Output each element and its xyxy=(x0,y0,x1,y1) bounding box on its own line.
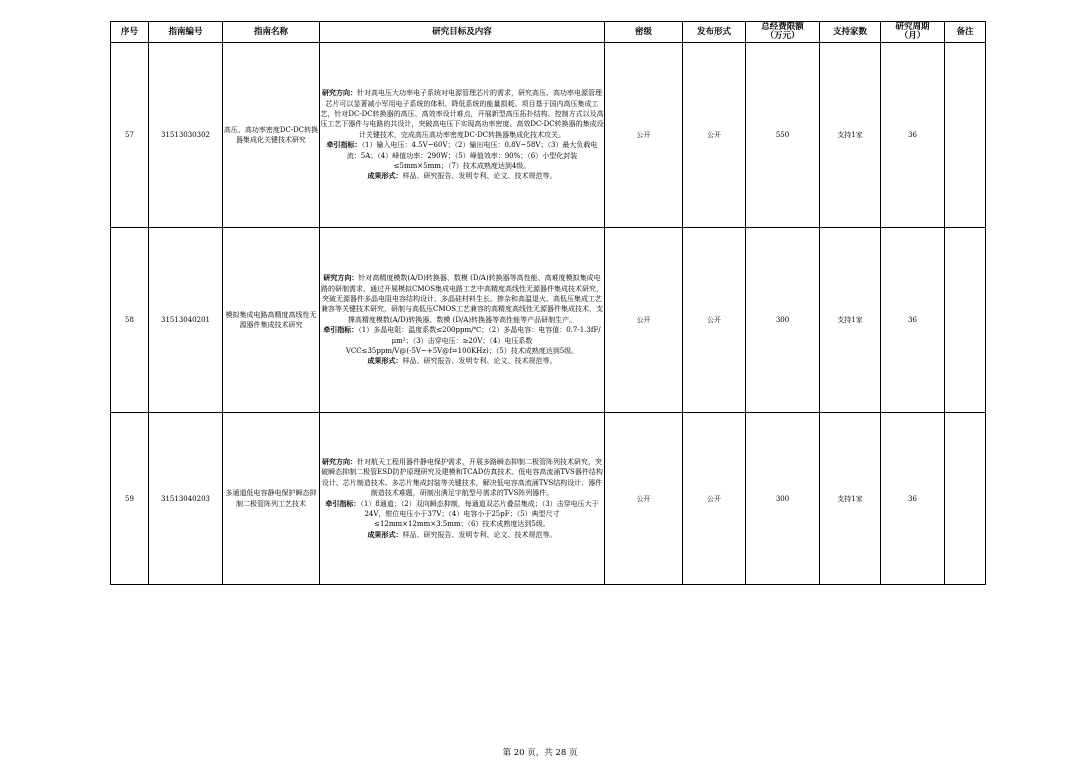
result-text: 样品、研究报告、发明专利、论文、技术规范等。 xyxy=(402,172,557,181)
index-label: 牵引指标： xyxy=(325,499,361,508)
result-label: 成果形式： xyxy=(367,172,403,181)
cell-code: 31513030302 xyxy=(149,43,223,228)
header-period xyxy=(881,22,945,43)
direction-label: 研究方向： xyxy=(322,89,357,98)
result-text: 样品、研究报告、发明专利、论文、技术规范等。 xyxy=(402,357,557,366)
cell-remark xyxy=(945,43,986,228)
index-label: 牵引指标： xyxy=(323,326,359,335)
index-text: （1）8通道；（2）双向瞬态抑制，每通道双芯片叠层集成；（3）击穿电压大于24V，钳位电压小于37V；（4）电容小于25pF；（5）典型尺寸≤12mm×12mm×3.5mm；（6）技术成熟度达到5级。 xyxy=(360,499,599,529)
header-secret: 密级 xyxy=(605,22,683,43)
cell-content xyxy=(320,413,605,585)
cell-support: 支持1家 xyxy=(820,43,881,228)
header-budget xyxy=(746,22,820,43)
cell-publish: 公开 xyxy=(683,43,746,228)
header-budget-line1: 总经费限额 xyxy=(761,22,804,33)
cell-budget: 300 xyxy=(746,228,820,413)
cell-remark xyxy=(945,413,986,585)
direction-text: 针对航天工程用器件静电保护需求，开展多路瞬态抑制二极管阵列技术研究，突破瞬态抑制二极管ESD防护原理研究及建模和TCAD仿真技术、低电容高流涌TVS器件结构设计、芯片制造技术、多芯片集成封装等关键技术，解决低电容高流涌TVS结构设计、器件制造技术难题，研制出满足宇航型号需求的TVS阵列器件。 xyxy=(321,458,603,498)
header-code: 指南编号 xyxy=(149,22,223,43)
cell-seq: 59 xyxy=(111,413,149,585)
direction-text: 针对高精度模数(A/D)转换器、数模 (D/A)转换器等高性能、高难度模拟集成电路的研制需求，通过开展模拟CMOS集成电路工艺中高精度高线性无源器件集成技术研究，突破无源器件多晶电阻电容结构设计、多晶硅材料生长、掺杂和高温退火、高低压集成工艺兼容等关键技术研究，研制与高低压CMOS工艺兼容的高精度高线性无源器件集成技术，支撑高精度模数(A/D)转换器、数模 (D/A)转换器等高性能等产品研制生产。 xyxy=(320,274,604,324)
cell-content xyxy=(320,228,605,413)
cell-period: 36 xyxy=(881,43,945,228)
header-period-line1: 研究周期 xyxy=(895,22,930,33)
index-text: （1）输入电压：4.5V~60V；（2）输出电压：0.8V~58V；（3）最大负载电流：5A；（4）峰值功率：290W；（5）峰值效率：90%；（6）小型化封装≤5mm×5mm；（7）技术成熟度达到4级。 xyxy=(346,141,598,170)
cell-publish: 公开 xyxy=(683,228,746,413)
cell-code: 31513040203 xyxy=(149,413,223,585)
header-row xyxy=(111,22,986,43)
cell-code: 31513040201 xyxy=(149,228,223,413)
header-content: 研究目标及内容 xyxy=(320,22,605,43)
result-label: 成果形式： xyxy=(367,357,403,366)
header-publish: 发布形式 xyxy=(683,22,746,43)
cell-support: 支持1家 xyxy=(820,413,881,585)
table-row xyxy=(111,413,986,585)
cell-secret: 公开 xyxy=(605,43,683,228)
header-budget-line2: （万元） xyxy=(765,31,800,41)
cell-secret: 公开 xyxy=(605,413,683,585)
cell-remark xyxy=(945,228,986,413)
direction-text: 针对高电压大功率电子系统对电源管理芯片的需求，研究高压、高功率电源管理芯片可以显著减小军用电子系统的体积、降低系统的能量损耗。项目基于国内高压集成工艺，针对DC-DC转换器的高压、高效率设计难点，开展新型高压拓扑结构、控制方式以及高压工艺下器件与电路的共设计，突破高电压下实现高功率密度、高效DC-DC转换器的集成设计关键技术，完成高压高功率密度DC-DC转换器集成化技术攻关。 xyxy=(320,89,604,139)
cell-period: 36 xyxy=(881,228,945,413)
cell-seq: 57 xyxy=(111,43,149,228)
cell-name: 模拟集成电路高精度高线性无源器件集成技术研究 xyxy=(223,228,320,413)
guide-table xyxy=(110,21,986,585)
header-period-line2: （月） xyxy=(899,31,926,41)
table-row xyxy=(111,43,986,228)
cell-budget: 550 xyxy=(746,43,820,228)
cell-publish: 公开 xyxy=(683,413,746,585)
result-text: 样品、研究报告、发明专利、论文、技术规范等。 xyxy=(402,530,557,539)
header-name: 指南名称 xyxy=(223,22,320,43)
table-row xyxy=(111,228,986,413)
direction-label: 研究方向： xyxy=(323,274,359,283)
cell-period: 36 xyxy=(881,413,945,585)
cell-name: 高压、高功率密度DC-DC转换器集成化关键技术研究 xyxy=(223,43,320,228)
header-seq: 序号 xyxy=(111,22,149,43)
cell-name: 多通道低电容静电保护瞬态抑制二极管阵列工艺技术 xyxy=(223,413,320,585)
header-support: 支持家数 xyxy=(820,22,881,43)
header-remark: 备注 xyxy=(945,22,986,43)
result-label: 成果形式： xyxy=(367,530,403,539)
cell-secret: 公开 xyxy=(605,228,683,413)
cell-seq: 58 xyxy=(111,228,149,413)
cell-support: 支持1家 xyxy=(820,228,881,413)
cell-budget: 300 xyxy=(746,413,820,585)
direction-label: 研究方向： xyxy=(322,458,357,467)
index-label: 牵引指标： xyxy=(326,141,362,150)
page-footer: 第 20 页，共 28 页 xyxy=(502,748,578,758)
cell-content xyxy=(320,43,605,228)
index-text: （1）多晶电阻：温度系数≤200ppm/℃；（2）多晶电容：电容值：0.7-1.3fF/μm²；（3）击穿电压：≥20V；（4）电压系数VCC≤35ppm/V@(-5V~+5V@f=100KHz)；（5）技术成熟度达到5级。 xyxy=(345,326,601,355)
